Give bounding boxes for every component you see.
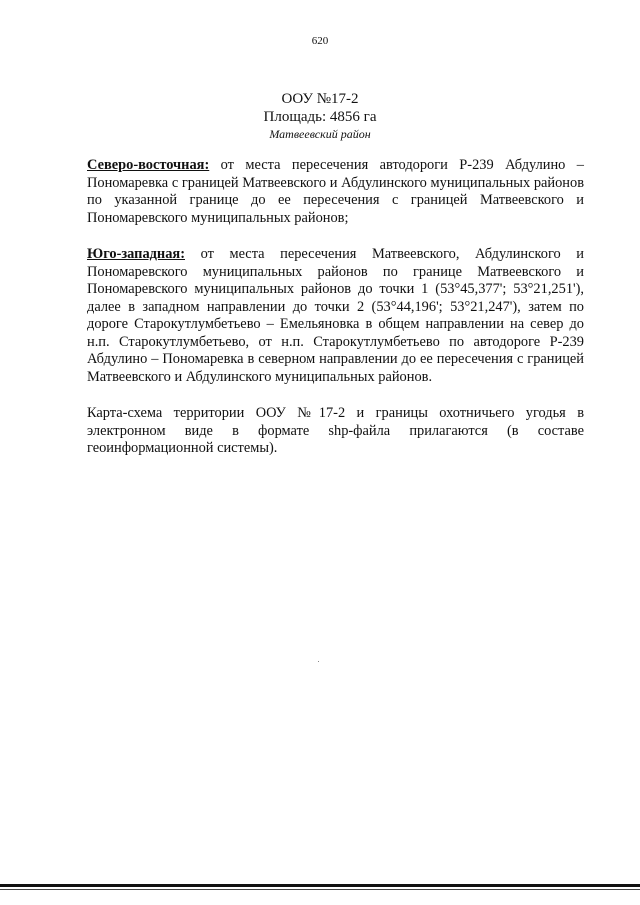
bottom-border-thin-line — [0, 889, 640, 890]
bottom-border-line — [0, 884, 640, 887]
page-number: 620 — [311, 35, 329, 47]
document-title: ООУ №17-2 — [281, 91, 359, 107]
northeast-boundary-label: Северо-восточная: — [87, 157, 210, 173]
southwest-boundary-label: Юго-западная: — [87, 246, 185, 262]
northeast-boundary-paragraph — [87, 157, 584, 227]
northeast-boundary-text: от места пересечения автодороги Р-239 Абдулино – Пономаревка с границей Матвеевского и Абдулинского муниципальных районов по указанной границе до ее пересечения с границей Матвеевского и Пономаревского муниципальных районов; — [87, 157, 584, 226]
scan-speck — [318, 661, 319, 662]
southwest-boundary-text: от места пересечения Матвеевского, Абдулинского и Пономаревского муниципальных районов по границе Матвеевского и Пономаревского муниципальных районов до точки 1 (53°45,377'; 53°21,251'), далее в западном направлении до точки 2 (53°44,196'; 53°21,247'), затем по дороге Старокутлумбетьево – Емельяновка в общем направлении на север до н.п. Старокутлумбетьево, от н.п. Старокутлумбетьево по автодороге Р-239 Абдулино – Пономаревка в северном направлении до ее пересечения с границей Матвеевского и Абдулинского муниципальных районов. — [87, 246, 584, 385]
document-body — [87, 157, 584, 477]
document-heading — [0, 90, 640, 142]
southwest-boundary-paragraph — [87, 246, 584, 386]
map-scheme-paragraph: Карта-схема территории ООУ №17-2 и границы охотничьего угодья в электронном виде в формате shp-файла прилагаются (в составе геоинформационной системы). — [87, 405, 584, 456]
area-line: Площадь: 4856 га — [263, 109, 377, 125]
district-name: Матвеевский район — [269, 127, 371, 141]
